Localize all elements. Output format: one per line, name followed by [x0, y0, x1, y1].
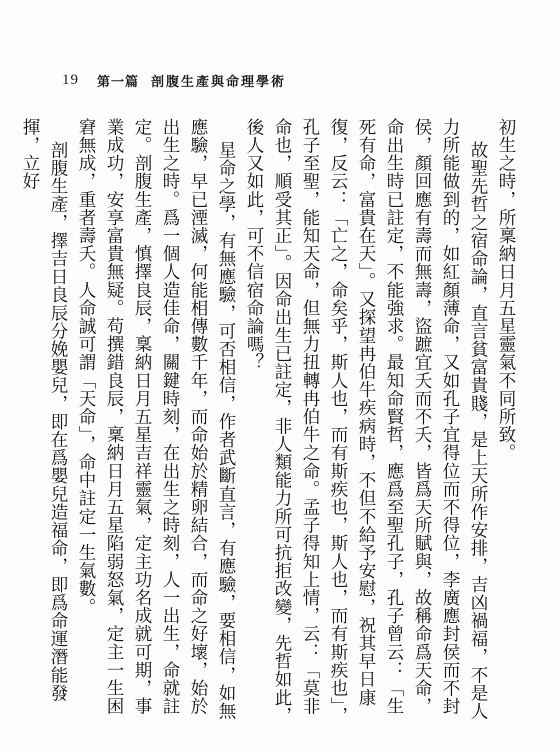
- paragraph-astrology: 星命之學，有無應驗，可否相信，作者武斷直言，有應驗，要相信，如無應驗，早已湮滅，何能相傳數千年，而命始於精卵結合，而命之好壞，始於出生之時。爲一個人造佳命，關鍵時刻，在出生之時刻，人一出生，命就註定。剖腹生產，慎擇良辰，稟納日月五星吉祥靈氣，定主功名成就可期，事業成功，安享富貴無疑。苟撰錯良辰，稟納日月五星陷弱怒氣，定主一生困窘無成，重者壽夭。人命誠可謂「天命」，命中註定一生氣數。: [76, 118, 236, 720]
- paragraph-cesarean: 剖腹生產，擇吉日良辰分娩嬰兒，即在爲嬰兒造福命，即爲命運潛能發揮，立好: [20, 118, 68, 702]
- vertical-body-text: [20, 118, 520, 730]
- page-number: 19: [62, 71, 79, 88]
- paragraph-continuation: 初生之時，所稟納日月五星靈氣不同所致。: [496, 118, 516, 462]
- part-title: 剖腹生產與命理學術: [151, 74, 287, 90]
- part-label: 第一篇: [97, 74, 140, 90]
- running-header: [62, 70, 286, 90]
- paragraph-fatalism: 故聖先哲之宿命論，直言貧富貴賤，是上天所作安排，吉凶禍福，不是人力所能做到的，如紅顏薄命，又如孔子宜得位而不得位，李廣應封侯而不封侯，顏回應有壽而無壽，盜蹠宜夭而不夭，皆爲天所賦與，故稱命爲天命，命出生時已註定，不能強求。最知命賢哲，應爲至聖孔子，孔子曾云：「生死有命，富貴在天」。又探望冉伯牛疾病時，不但不給予安慰，祝其早日康復，反云：「亡之，命矣乎，斯人也，而有斯疾也，斯人也，而有斯疾也」，孔子至聖，能知天命，但無力扭轉冉伯牛之命。孟子得知上情，云：「莫非命也，順受其正」。因命出生已註定，非人類能力所可抗拒改變，先哲如此，後人又如此，可不信宿命論嗎？: [244, 118, 488, 725]
